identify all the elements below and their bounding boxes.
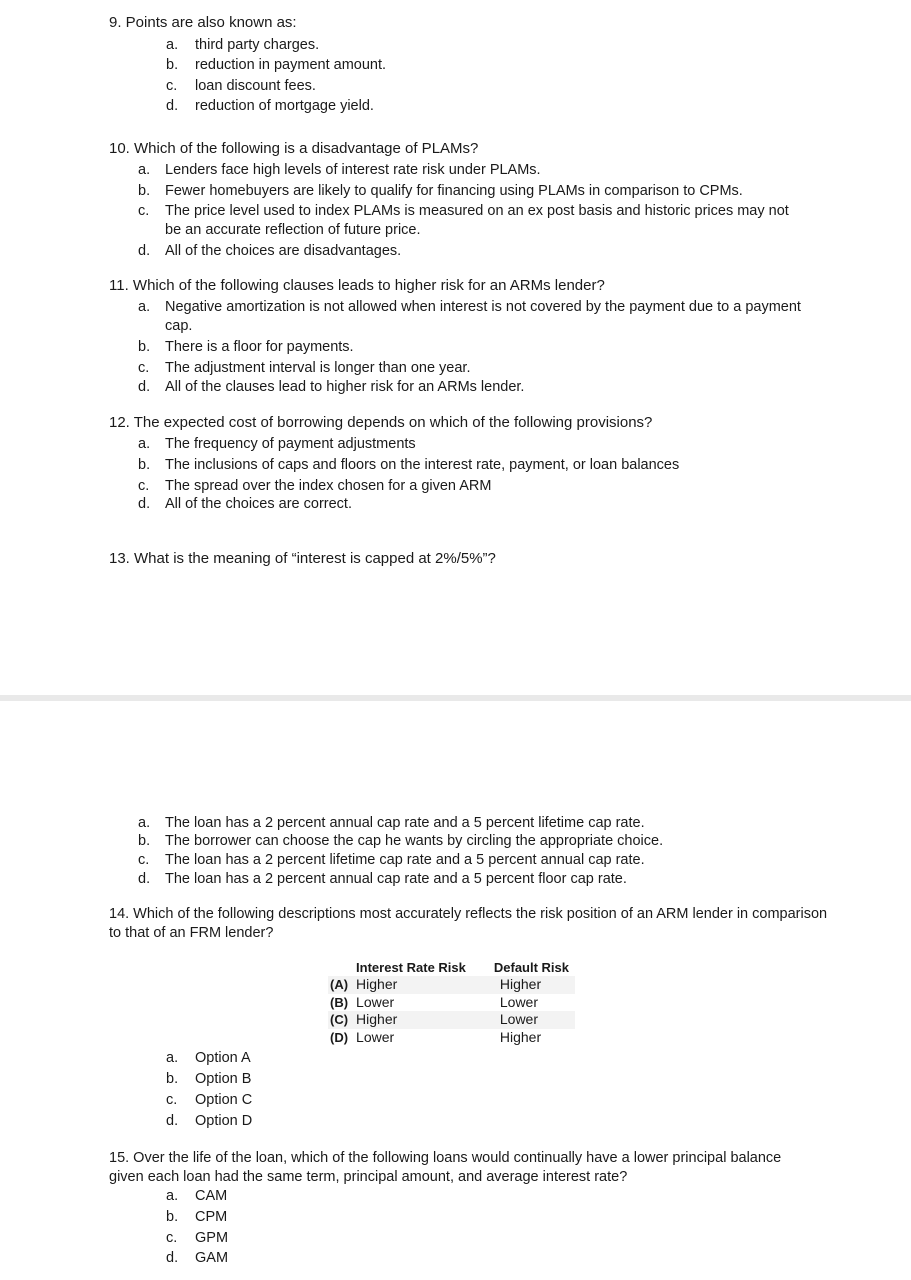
row-label: (B) (330, 994, 349, 1010)
option-letter: c. (166, 1092, 178, 1108)
option-text: reduction of mortgage yield. (195, 98, 374, 114)
option-letter: c. (166, 1230, 178, 1246)
option-letter: b. (138, 339, 151, 355)
option-a[interactable] (138, 160, 541, 180)
option-letter: d. (138, 243, 151, 259)
option-letter: c. (138, 203, 150, 219)
option-d[interactable] (166, 1248, 229, 1268)
row-default: Lower (472, 1011, 575, 1029)
option-text: The inclusions of caps and floors on the interest rate, payment, or loan balances (165, 457, 680, 473)
row-label: (D) (330, 1029, 349, 1045)
row-interest: Lower (356, 1028, 395, 1045)
option-letter: d. (138, 496, 151, 512)
option-text: Lenders face high levels of interest rate risk under PLAMs. (165, 162, 541, 178)
option-letter: b. (138, 457, 151, 473)
question-15-title: 15. Over the life of the loan, which of the following loans would continually have a lower principal balance given each loan had the same term, principal amount, and average interest rate? (109, 1150, 782, 1185)
option-b[interactable] (166, 1069, 252, 1089)
option-text: GAM (195, 1250, 229, 1266)
option-b[interactable] (138, 337, 354, 357)
option-text: CAM (195, 1188, 228, 1204)
option-letter: b. (138, 183, 151, 199)
option-d[interactable] (138, 241, 402, 261)
option-text: Negative amortization is not allowed when interest is not covered by the payment due to a payment cap. (165, 299, 801, 334)
table-header-row (328, 958, 575, 976)
option-a[interactable] (138, 813, 645, 833)
row-label: (C) (330, 1012, 349, 1027)
option-text: All of the choices are disadvantages. (165, 243, 402, 259)
question-12-title: 12. The expected cost of borrowing depends on which of the following provisions? (109, 414, 653, 431)
option-text: The loan has a 2 percent annual cap rate and a 5 percent lifetime cap rate. (165, 815, 645, 831)
option-b[interactable] (138, 831, 664, 851)
option-text: third party charges. (195, 37, 320, 53)
option-text: CPM (195, 1209, 228, 1225)
option-letter: c. (138, 360, 150, 376)
option-text: The frequency of payment adjustments (165, 436, 416, 452)
question-14-title: 14. Which of the following descriptions most accurately reflects the risk position of an ARM lender in comparison to that of an FRM lender? (109, 906, 828, 941)
option-text: Option C (195, 1092, 253, 1108)
table-row (328, 994, 575, 1012)
option-letter: d. (166, 1250, 179, 1266)
option-text: Option B (195, 1071, 252, 1087)
page-divider (0, 695, 911, 701)
option-c[interactable] (138, 358, 471, 378)
option-letter: d. (138, 379, 151, 395)
option-text: The price level used to index PLAMs is measured on an ex post basis and historic prices may not be an accurate reflection of future price. (165, 203, 789, 238)
option-letter: a. (138, 436, 151, 452)
table-header-blank (328, 958, 350, 976)
option-letter: d. (166, 1113, 179, 1129)
option-c[interactable] (166, 76, 316, 96)
option-letter: a. (166, 37, 179, 53)
option-letter: b. (138, 833, 151, 849)
option-text: GPM (195, 1230, 229, 1246)
option-letter: a. (166, 1188, 179, 1204)
option-d[interactable] (138, 869, 627, 889)
option-c[interactable] (166, 1228, 229, 1248)
option-letter: b. (166, 1209, 179, 1225)
row-interest: Lower (356, 993, 395, 1010)
table-header-default: Default Risk (493, 959, 570, 975)
row-interest: Higher (350, 976, 472, 994)
option-text: The spread over the index chosen for a given ARM (165, 478, 492, 494)
option-text: Option D (195, 1113, 253, 1129)
row-interest: Higher (350, 1011, 472, 1029)
question-13-title: 13. What is the meaning of “interest is capped at 2%/5%”? (109, 550, 496, 567)
option-text: reduction in payment amount. (195, 57, 387, 73)
option-text: Fewer homebuyers are likely to qualify for financing using PLAMs in comparison to CPMs. (165, 183, 743, 199)
option-letter: b. (166, 57, 179, 73)
option-a[interactable] (166, 35, 320, 55)
row-default: Lower (499, 993, 539, 1010)
option-d[interactable] (138, 494, 352, 514)
option-b[interactable] (166, 55, 387, 75)
option-a[interactable] (166, 1186, 228, 1206)
table-header-interest: Interest Rate Risk (356, 959, 466, 975)
option-letter: c. (138, 852, 150, 868)
option-text: The borrower can choose the cap he wants by circling the appropriate choice. (165, 833, 664, 849)
option-text: All of the choices are correct. (165, 496, 352, 512)
table-row (328, 1029, 575, 1047)
option-letter: c. (166, 78, 178, 94)
option-b[interactable] (166, 1207, 228, 1227)
option-text: loan discount fees. (195, 78, 316, 94)
option-text: The loan has a 2 percent lifetime cap rate and a 5 percent annual cap rate. (165, 852, 645, 868)
row-label: (A) (330, 977, 349, 992)
option-b[interactable] (138, 181, 743, 201)
option-letter: d. (166, 98, 179, 114)
option-text: The adjustment interval is longer than one year. (165, 360, 471, 376)
option-text: All of the clauses lead to higher risk for an ARMs lender. (165, 379, 525, 395)
option-d[interactable] (166, 1111, 253, 1131)
table-row (328, 976, 575, 994)
option-d[interactable] (166, 96, 374, 116)
risk-table (328, 958, 575, 1046)
table-row (328, 1011, 575, 1029)
option-a[interactable] (138, 434, 416, 454)
option-a[interactable] (166, 1048, 251, 1068)
question-9-title: 9. Points are also known as: (109, 14, 297, 31)
option-d[interactable] (138, 377, 525, 397)
question-11-title: 11. Which of the following clauses leads to higher risk for an ARMs lender? (109, 277, 605, 294)
option-letter: b. (166, 1071, 179, 1087)
option-text: There is a floor for payments. (165, 339, 354, 355)
row-default: Higher (472, 976, 575, 994)
option-letter: a. (138, 815, 151, 831)
option-letter: a. (166, 1050, 179, 1066)
option-b[interactable] (138, 455, 680, 475)
option-c[interactable] (166, 1090, 253, 1110)
option-text: The loan has a 2 percent annual cap rate and a 5 percent floor cap rate. (165, 871, 627, 887)
option-letter: c. (138, 478, 150, 494)
question-10-title: 10. Which of the following is a disadvantage of PLAMs? (109, 140, 479, 157)
option-c[interactable] (138, 850, 645, 870)
option-letter: a. (138, 162, 151, 178)
row-default: Higher (499, 1028, 542, 1045)
option-letter: d. (138, 871, 151, 887)
option-text: Option A (195, 1050, 251, 1066)
option-letter: a. (138, 299, 151, 315)
option-c[interactable] (138, 476, 492, 496)
